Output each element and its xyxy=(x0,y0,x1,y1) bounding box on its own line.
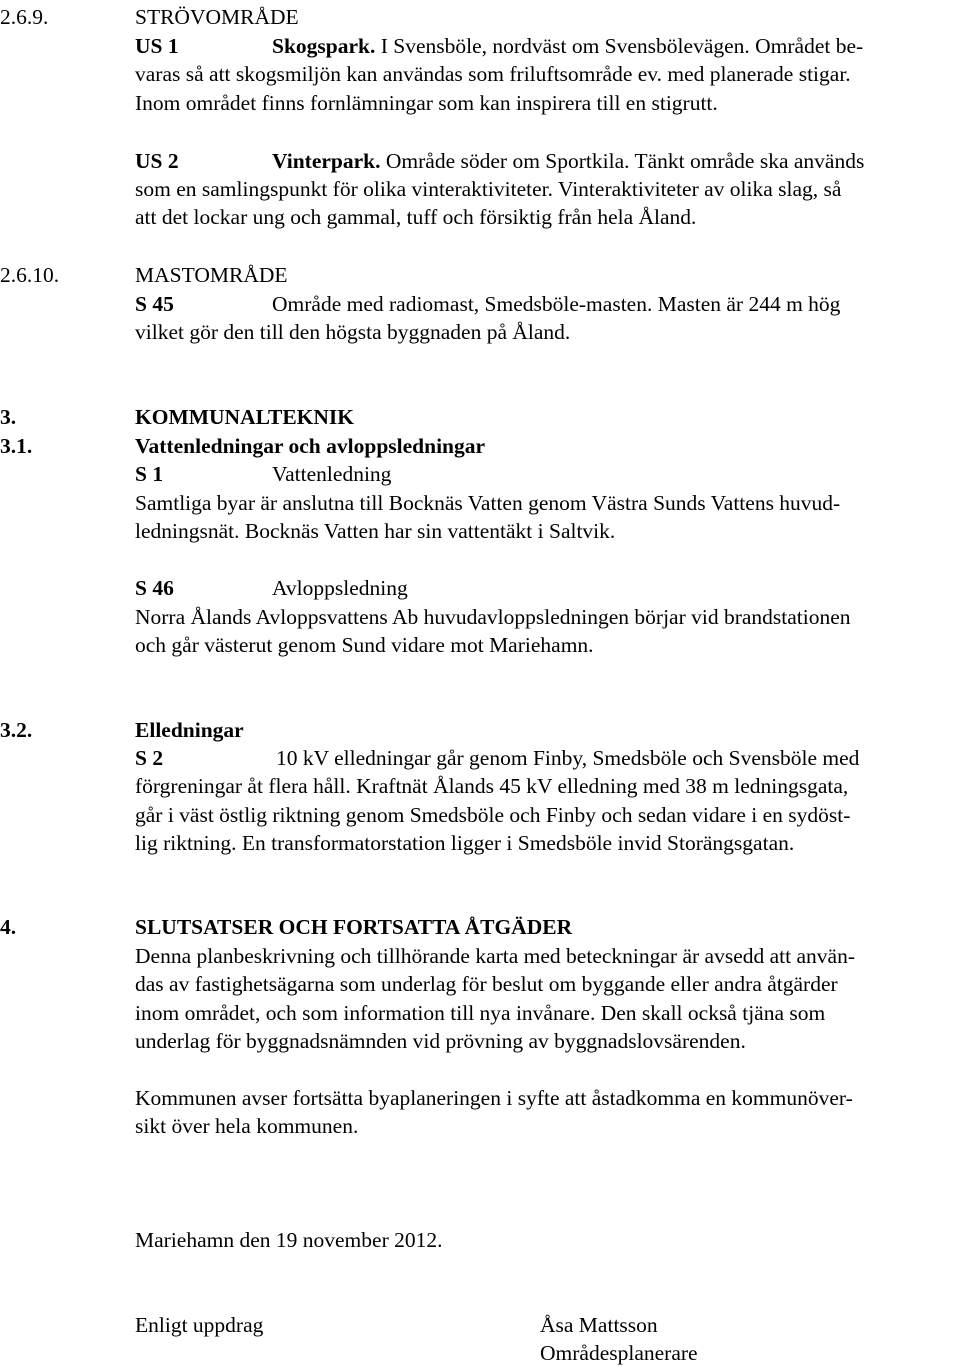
zone-name: Avloppsledning xyxy=(272,576,408,600)
place-date: Mariehamn den 19 november 2012. xyxy=(135,1228,443,1252)
zone-code: S 1 xyxy=(135,462,164,486)
section-number: 4. xyxy=(0,915,17,939)
section-title: Elledningar xyxy=(135,718,244,742)
us2-text-line: som en samlingspunkt för olika vinteraktiviteter. Vinteraktiviteter av olika slag, så xyxy=(135,177,842,201)
signer-name: Åsa Mattsson xyxy=(540,1313,658,1337)
section-number: 2.6.9. xyxy=(0,5,49,29)
zone-text: 10 kV elledningar går genom Finby, Smedsböle och Svensböle med xyxy=(276,746,860,770)
s2-text-line: går i väst östlig riktning genom Smedsböle och Finby och sedan vidare i en sydöst- xyxy=(135,803,851,827)
us2-first-line xyxy=(135,147,864,176)
us1-text-line: Inom området finns fornlämningar som kan inspirera till en stigrutt. xyxy=(135,91,718,115)
zone-name: Vinterpark. xyxy=(272,149,381,173)
conclusion-text-line: das av fastighetsägarna som underlag för beslut om byggande eller andra åtgärder xyxy=(135,972,838,996)
s1-text-line: Samtliga byar är anslutna till Bocknäs Vatten genom Västra Sunds Vattens huvud- xyxy=(135,491,841,515)
s1-text-line: ledningsnät. Bocknäs Vatten har sin vattentäkt i Saltvik. xyxy=(135,519,616,543)
section-title: KOMMUNALTEKNIK xyxy=(135,405,354,429)
conclusion-text-line: inom området, och som information till nya invånare. Den skall också tjäna som xyxy=(135,1001,826,1025)
section-number: 3. xyxy=(0,405,17,429)
us2-text-line: att det lockar ung och gammal, tuff och försiktig från hela Åland. xyxy=(135,205,697,229)
us1-first-line xyxy=(135,32,863,61)
s46-text-line: och går västerut genom Sund vidare mot Mariehamn. xyxy=(135,633,594,657)
conclusion-text-line: sikt över hela kommunen. xyxy=(135,1114,359,1138)
s45-text-line: vilket gör den till den högsta byggnaden på Åland. xyxy=(135,320,571,344)
s2-first-line xyxy=(135,744,859,773)
zone-code: US 1 xyxy=(135,34,179,58)
conclusion-text-line: Kommunen avser fortsätta byaplaneringen i syfte att åstadkomma en kommunöver- xyxy=(135,1086,853,1110)
section-number: 2.6.10. xyxy=(0,263,60,287)
zone-code: S 46 xyxy=(135,576,174,600)
section-title: Vattenledningar och avloppsledningar xyxy=(135,434,486,458)
zone-name: Skogspark. xyxy=(272,34,376,58)
section-number: 3.2. xyxy=(0,718,33,742)
section-title: MASTOMRÅDE xyxy=(135,263,288,287)
s45-first-line xyxy=(135,290,840,319)
us1-text-line: varas så att skogsmiljön kan användas som friluftsområde ev. med planerade stigar. xyxy=(135,62,851,86)
s2-text-line: förgreningar åt flera håll. Kraftnät Ålands 45 kV elledning med 38 m ledningsgata, xyxy=(135,774,849,798)
zone-text: Område med radiomast, Smedsböle-masten. Masten är 244 m hög xyxy=(272,292,841,316)
section-number: 3.1. xyxy=(0,434,33,458)
zone-text: I Svensböle, nordväst om Svensbölevägen. Området be- xyxy=(375,34,864,58)
zone-code: US 2 xyxy=(135,149,179,173)
section-title: STRÖVOMRÅDE xyxy=(135,5,299,29)
zone-text: Område söder om Sportkila. Tänkt område ska används xyxy=(380,149,865,173)
conclusion-text-line: underlag för byggnadsnämnden vid prövning av byggnadslovsärenden. xyxy=(135,1029,746,1053)
s2-text-line: lig riktning. En transformatorstation ligger i Smedsböle invid Storängsgatan. xyxy=(135,831,795,855)
commission-text: Enligt uppdrag xyxy=(135,1313,264,1337)
zone-name: Vattenledning xyxy=(272,462,392,486)
s46-text-line: Norra Ålands Avloppsvattens Ab huvudavloppsledningen börjar vid brandstationen xyxy=(135,605,851,629)
signer-title: Områdesplanerare xyxy=(540,1341,698,1365)
s1-heading-line xyxy=(135,460,391,489)
zone-code: S 45 xyxy=(135,292,174,316)
conclusion-text-line: Denna planbeskrivning och tillhörande karta med beteckningar är avsedd att använ- xyxy=(135,944,855,968)
zone-code: S 2 xyxy=(135,746,164,770)
section-title: SLUTSATSER OCH FORTSATTA ÅTGÄDER xyxy=(135,915,573,939)
s46-heading-line xyxy=(135,574,408,603)
